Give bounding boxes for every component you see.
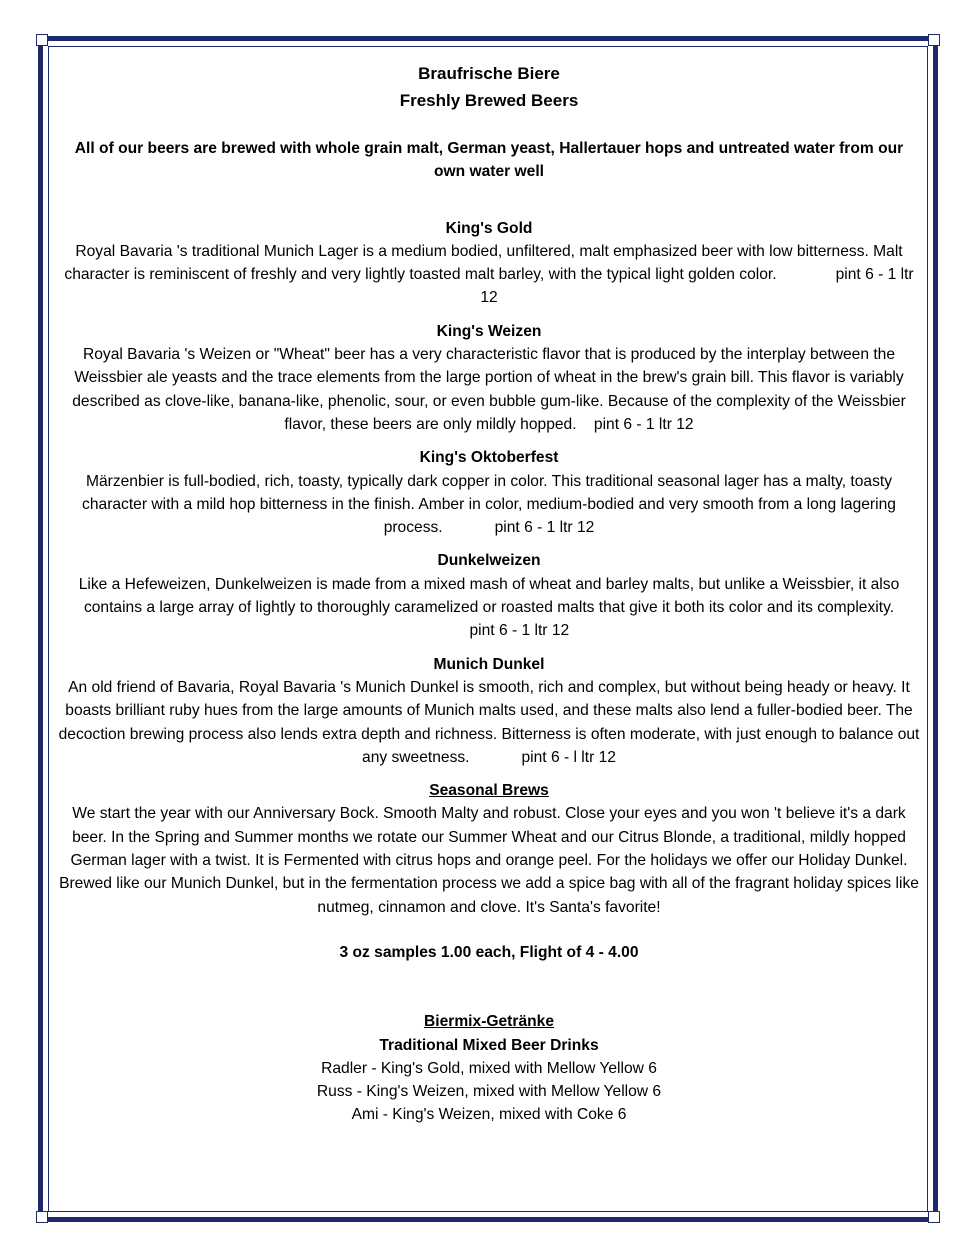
mixed-drinks-subheading: Traditional Mixed Beer Drinks — [379, 1036, 599, 1054]
seasonal-heading: Seasonal Brews — [429, 782, 549, 800]
mixed-drink-item: Radler - King's Gold, mixed with Mellow Yellow 6 — [321, 1059, 657, 1077]
border-corner-ornament — [36, 34, 48, 46]
menu-title-english: Freshly Brewed Beers — [399, 91, 579, 110]
mixed-drink-item: Russ - King's Weizen, mixed with Mellow Yellow 6 — [316, 1083, 662, 1101]
border-corner-ornament — [928, 34, 940, 46]
samples-price: 3 oz samples 1.00 each, Flight of 4 - 4.00 — [339, 943, 639, 961]
border-corner-ornament — [36, 1211, 48, 1223]
mixed-drinks-heading: Biermix-Getränke — [423, 1013, 554, 1031]
intro-text: All of our beers are brewed with whole grain malt, German yeast, Hallertauer hops and untreated water from our own water well — [74, 140, 904, 181]
menu-content — [58, 60, 920, 1127]
beer-name: Dunkelweizen — [437, 552, 541, 570]
beer-description: Royal Bavaria 's Weizen or "Wheat" beer has a very characteristic flavor that is produced by the interplay between the Weissbier ale yeasts and the trace elements from the large portion of wheat in the brew's grain bill. This flavor is variably described as clove-like, banana-like, phenolic, sour, or even bubble gum-like. Because of the complexity of the Weissbier flavor, these beers are only mildly hopped. pint 6 - 1 ltr 12 — [72, 346, 906, 433]
beer-description: Royal Bavaria 's traditional Munich Lager is a medium bodied, unfiltered, malt emphasized beer with low bitterness. Malt character is reminiscent of freshly and very lightly toasted malt barley, with the typical light golden color. pint 6 - 1 ltr 12 — [64, 242, 914, 307]
beer-price: pint 6 - 1 ltr 12 — [593, 415, 694, 433]
beer-price: pint 6 - 1 ltr 12 — [480, 266, 914, 307]
beer-name: King's Weizen — [436, 322, 542, 340]
beer-item-dunkelweizen — [58, 549, 920, 642]
beer-item-kings-gold — [58, 217, 920, 310]
seasonal-section — [58, 779, 920, 919]
beer-item-kings-oktoberfest — [58, 446, 920, 539]
beer-name: King's Gold — [445, 219, 533, 237]
mixed-drinks-section — [58, 1010, 920, 1126]
beer-price: pint 6 - 1 ltr 12 — [494, 519, 595, 537]
seasonal-text: We start the year with our Anniversary Bock. Smooth Malty and robust. Close your eyes and you won 't believe it's a dark beer. In the Spring and Summer months we rotate our Summer Wheat and our Citrus Blonde, a traditional, mildly hopped German lager with a twist. It is Fermented with citrus hops and orange peel. For the holidays we offer our Holiday Dunkel. Brewed like our Munich Dunkel, but in the fermentation process we add a spice bag with all of the fragrant holiday spices like nutmeg, cinnamon and clove. It's Santa's favorite! — [59, 805, 919, 916]
beer-price: pint 6 - l ltr 12 — [521, 748, 616, 766]
beer-description: An old friend of Bavaria, Royal Bavaria 's Munich Dunkel is smooth, rich and complex, but without being heady or heavy. It boasts brilliant ruby hues from the large amounts of Munich malts used, and these malts also lend a fuller-bodied beer. The decoction brewing process also lends extra depth and richness. Bitterness is often moderate, with just enough to balance out any sweetness. pint 6 - l ltr 12 — [58, 678, 920, 766]
mixed-drink-item: Ami - King's Weizen, mixed with Coke 6 — [351, 1106, 627, 1124]
beer-price: pint 6 - 1 ltr 12 — [469, 622, 570, 640]
beer-description: Like a Hefeweizen, Dunkelweizen is made from a mixed mash of wheat and barley malts, but unlike a Weissbier, it also contains a large array of lightly to thoroughly caramelized or roasted malts that give it both its color and its complexity. pint 6 - 1 ltr 12 — [78, 575, 900, 640]
menu-title-german: Braufrische Biere — [418, 64, 560, 83]
beer-name: King's Oktoberfest — [419, 449, 559, 467]
beer-name: Munich Dunkel — [433, 655, 545, 673]
border-corner-ornament — [928, 1211, 940, 1223]
beer-item-kings-weizen — [58, 320, 920, 436]
beer-description: Märzenbier is full-bodied, rich, toasty, typically dark copper in color. This traditional seasonal lager has a malty, toasty character with a mild hop bitterness in the finish. Amber in color, medium-bodied and very smooth from a long lagering process. pint 6 - 1 ltr 12 — [82, 472, 896, 537]
beer-item-munich-dunkel — [58, 653, 920, 769]
